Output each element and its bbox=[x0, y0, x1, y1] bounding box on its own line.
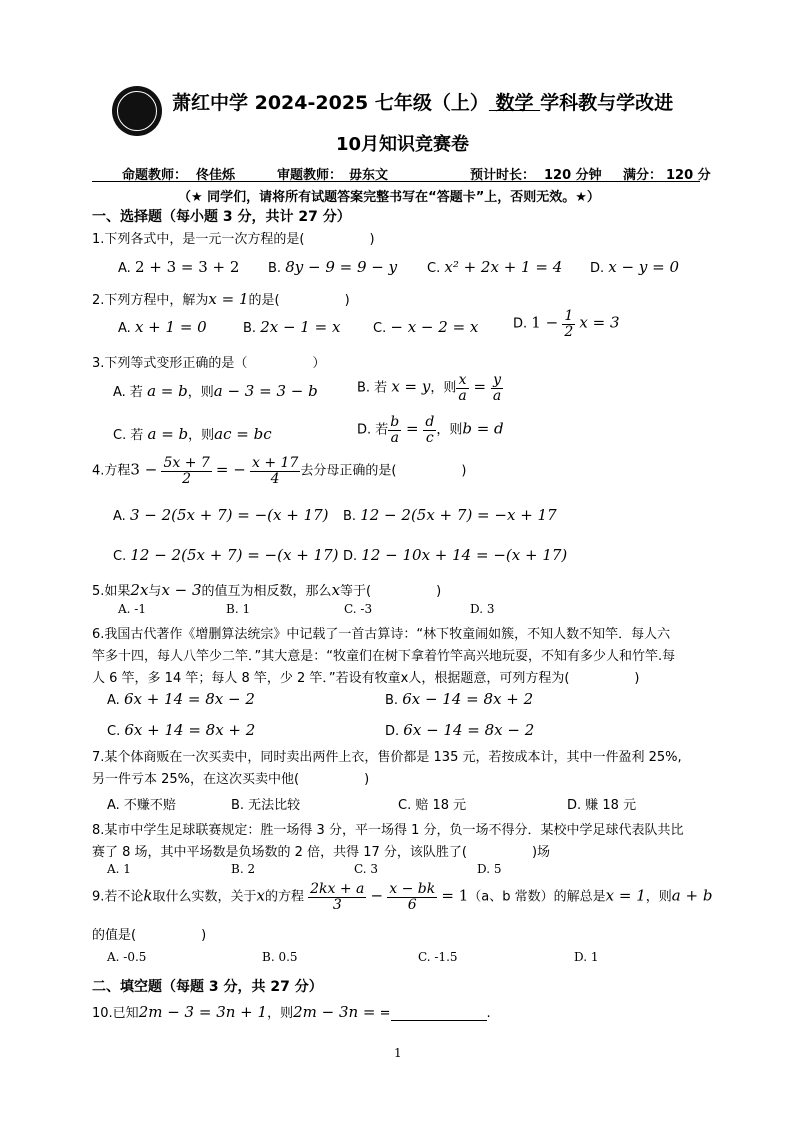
subject: 数学 bbox=[488, 92, 541, 114]
school-logo bbox=[112, 86, 162, 136]
q3-option-a: A. 若 a = b，则a − 3 = 3 − b bbox=[113, 382, 318, 400]
q6-line-3: 人 6 竿，多 14 竿；每人 8 竿，少 2 竿．”若设有牧童x人，根据题意，可列方程为( ) bbox=[92, 671, 640, 686]
q9-option-d: D. 1 bbox=[574, 950, 599, 964]
q5-option-d: D. 3 bbox=[470, 602, 495, 616]
q5-option-c: C. -3 bbox=[344, 602, 373, 616]
header-rule bbox=[92, 181, 700, 182]
q5-option-b: B. 1 bbox=[226, 602, 251, 616]
q7-option-b: B. 无法比较 bbox=[231, 798, 301, 813]
q4-option-a: A. 3 − 2(5x + 7) = −(x + 17) bbox=[113, 506, 329, 524]
q1-option-b: B. 8y − 9 = 9 − y bbox=[268, 258, 398, 276]
q9-option-a: A. -0.5 bbox=[107, 950, 147, 964]
q9-option-c: C. -1.5 bbox=[418, 950, 458, 964]
q2-stem: 2.下列方程中，解为x = 1的是( ) bbox=[92, 290, 350, 308]
time: 120 分钟 bbox=[544, 168, 602, 183]
q6-line-2: 竿多十四，每人八竿少二竿．”其大意是：“牧童们在树下拿着竹竿高兴地玩耍，不知有多少人和竹竿.每 bbox=[92, 649, 676, 664]
q9-line-2: 的值是( ) bbox=[92, 928, 207, 943]
exam-title: 萧红中学 2024-2025 七年级（上） 数学 学科教与学改进 bbox=[172, 92, 674, 114]
section-choice-title: 一、选择题（每小题 3 分，共计 27 分） bbox=[92, 209, 351, 225]
q6-option-c: C. 6x + 14 = 8x + 2 bbox=[107, 721, 256, 739]
q7-line-1: 7.某个体商贩在一次买卖中，同时卖出两件上衣，售价都是 135 元，若按成本计，其中一件盈利 25%, bbox=[92, 750, 682, 765]
q3-option-c: C. 若 a = b，则ac = bc bbox=[113, 425, 272, 443]
score: 120 分 bbox=[666, 168, 711, 183]
q10-answer-blank[interactable] bbox=[391, 1006, 487, 1021]
q7-option-d: D. 赚 18 元 bbox=[567, 798, 637, 813]
q5-stem: 5.如果2x与x − 3的值互为相反数，那么x等于( ) bbox=[92, 581, 442, 599]
q1-stem: 1.下列各式中，是一元一次方程的是( ) bbox=[92, 232, 375, 247]
exam-subtitle: 10月知识竞赛卷 bbox=[336, 134, 470, 155]
q6-line-1: 6.我国古代著作《增删算法统宗》中记载了一首古算诗：“林下牧童闹如簇，不知人数不知竿．每人六 bbox=[92, 627, 671, 642]
q2-option-b: B. 2x − 1 = x bbox=[243, 318, 341, 336]
q3-option-d: D. 若 $\frac{b}{a}$ = $\frac{d}{c}$ ，则b = d bbox=[357, 414, 504, 446]
notice: （★ 同学们，请将所有试题答案完整书写在“答题卡”上，否则无效。★） bbox=[178, 190, 600, 205]
reviewer: 毋东文 bbox=[349, 168, 389, 183]
q8-line-1: 8.某市中学生足球联赛规定：胜一场得 3 分，平一场得 1 分，负一场不得分．某校中学足球代表队共比 bbox=[92, 823, 684, 838]
q4-option-c: C. 12 − 2(5x + 7) = −(x + 17) bbox=[113, 546, 339, 564]
author-label: 命题教师： bbox=[122, 168, 188, 183]
q10-stem: 10.已知2m − 3 = 3n + 1，则2m − 3n = = . bbox=[92, 1003, 491, 1021]
q4-option-d: D. 12 − 10x + 14 = −(x + 17) bbox=[343, 546, 568, 564]
q6-option-d: D. 6x − 14 = 8x − 2 bbox=[385, 721, 535, 739]
section-fill-title: 二、填空题（每题 3 分，共 27 分） bbox=[92, 979, 323, 995]
q3-stem: 3.下列等式变形正确的是（ ） bbox=[92, 356, 326, 371]
q5-option-a: A. -1 bbox=[118, 602, 146, 616]
q8-option-a: A. 1 bbox=[107, 862, 131, 876]
score-label: 满分： bbox=[623, 168, 663, 183]
q6-option-b: B. 6x − 14 = 8x + 2 bbox=[385, 690, 534, 708]
q4-option-b: B. 12 − 2(5x + 7) = −x + 17 bbox=[343, 506, 557, 524]
q2-option-a: A. x + 1 = 0 bbox=[118, 318, 207, 336]
reviewer-label: 审题教师： bbox=[277, 168, 343, 183]
q7-option-c: C. 赔 18 元 bbox=[398, 798, 467, 813]
author: 佟佳烁 bbox=[196, 168, 236, 183]
q9-stem: 9.若不论k取什么实数，关于x的方程 $\frac{2kx + a}{3}$ − $\frac{x - bk}{6}$ = 1（a、b 常数）的解总是x = 1，则a + b bbox=[92, 881, 713, 913]
q8-option-c: C. 3 bbox=[354, 862, 379, 876]
q8-option-d: D. 5 bbox=[477, 862, 502, 876]
q3-option-b: B. 若 x = y，则 $\frac{x}{a}$ = $\frac{y}{a}$ bbox=[357, 372, 502, 404]
q6-option-a: A. 6x + 14 = 8x − 2 bbox=[107, 690, 255, 708]
q1-option-d: D. x − y = 0 bbox=[590, 258, 679, 276]
q4-stem: 4.方程3 − $\frac{5x + 7}{2}$ = − $\frac{x + 17}{4}$ 去分母正确的是( ) bbox=[92, 455, 467, 487]
page-number: 1 bbox=[394, 1046, 402, 1060]
q1-option-c: C. x² + 2x + 1 = 4 bbox=[427, 258, 563, 276]
q1-option-a: A. 2 + 3 = 3 + 2 bbox=[118, 258, 240, 276]
q9-option-b: B. 0.5 bbox=[262, 950, 298, 964]
q2-option-c: C. − x − 2 = x bbox=[373, 318, 479, 336]
q7-option-a: A. 不赚不赔 bbox=[107, 798, 176, 813]
q2-option-d: D. 1 − $\frac{1}{2}$ x = 3 bbox=[513, 308, 620, 340]
q8-line-2: 赛了 8 场，其中平场数是负场数的 2 倍，共得 17 分，该队胜了( )场 bbox=[92, 845, 551, 860]
q7-line-2: 另一件亏本 25%，在这次买卖中他( ) bbox=[92, 772, 370, 787]
q8-option-b: B. 2 bbox=[231, 862, 256, 876]
time-label: 预计时长： bbox=[470, 168, 536, 183]
